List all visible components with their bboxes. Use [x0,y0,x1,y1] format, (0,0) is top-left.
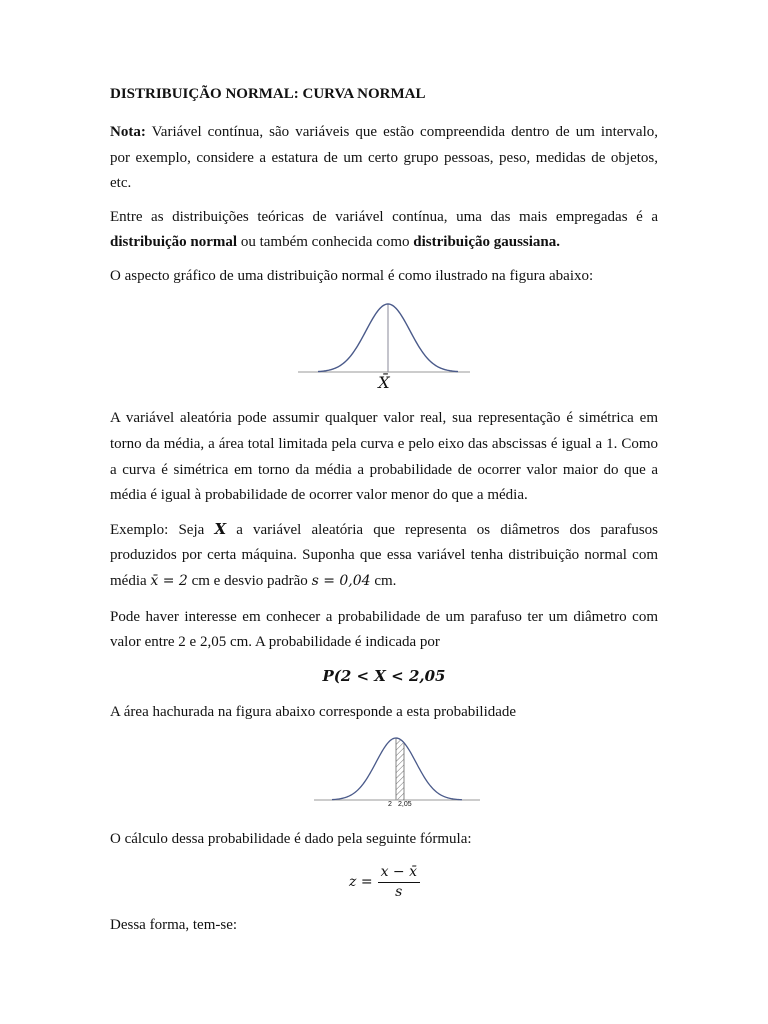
variable-x: X [214,520,227,538]
probability-expression-text: P(2 < X < 2,05 [322,667,446,685]
variable-line-3: a curva é simétrica em torno da média a probabilidade de ocorrer valor maior do que a [110,462,658,478]
example-cm: cm. [374,573,397,589]
nota-text-1: Variável contínua, são variáveis que estão compreendida dentro de um intervalo, [151,124,658,140]
hatched-area [396,738,404,800]
mean-label: X̄ [378,373,390,392]
intro-line-1: Entre as distribuições teóricas de variável contínua, uma das mais empregadas é a [110,209,658,225]
conclusion: Dessa forma, tem-se: [110,917,238,933]
nota-line-2: por exemplo, considere a estatura de um certo grupo pessoas, peso, medidas de objetos, [110,150,658,166]
formula-numerator: x − x̄ [378,864,420,883]
interest-line-1: Pode haver interesse em conhecer a probabilidade de um parafuso ter um diâmetro com [110,609,658,625]
sd-value: s = 0,04 [311,573,371,589]
bold-normal: distribuição normal [110,234,238,250]
intro-line-2 [110,233,560,251]
intro-mid: ou também conhecida como [240,234,410,250]
page-title: DISTRIBUIÇÃO NORMAL: CURVA NORMAL [110,86,426,102]
formula-fraction [378,864,420,901]
nota-label: Nota: [110,124,146,140]
interest-line-2: valor entre 2 e 2,05 cm. A probabilidade é indicada por [110,634,440,650]
nota-line-3: etc. [110,175,132,191]
aspect-sentence: O aspecto gráfico de uma distribuição normal é como ilustrado na figura abaixo: [110,268,594,284]
example-desvio: cm e desvio padrão [191,573,308,589]
example-line-3 [110,572,396,590]
probability-expression [280,667,488,685]
hatched-caption: A área hachurada na figura abaixo corresponde a esta probabilidade [110,704,517,720]
hatched-curve-figure [312,732,482,812]
nota-line-1 [110,123,658,141]
example-line-2: produzidos por certa máquina. Suponha que essa variável tenha distribuição normal com [110,547,658,563]
label-2-05: 2,05 [398,801,412,808]
variable-line-1: A variável aleatória pode assumir qualquer valor real, sua representação é simétrica em [110,410,658,426]
formula-lhs: z = [349,874,373,890]
example-text-a: Exemplo: Seja [110,522,205,538]
variable-line-4: média é igual à probabilidade de ocorrer valor menor do que a média. [110,487,528,503]
variable-line-2: torno da média, a área total limitada pela curva e pelo eixo das abscissas é igual a 1. Como [110,436,658,452]
bold-gaussian: distribuição gaussiana. [413,234,561,250]
formula-denominator: s [395,883,403,900]
z-formula [349,862,420,902]
formula-intro: O cálculo dessa probabilidade é dado pela seguinte fórmula: [110,831,472,847]
label-2: 2 [388,801,392,808]
mean-value: x̄ = 2 [150,573,188,589]
example-line-1 [110,520,658,539]
example-media: média [110,573,147,589]
example-text-b: a variável aleatória que representa os diâmetros dos parafusos [236,522,658,538]
